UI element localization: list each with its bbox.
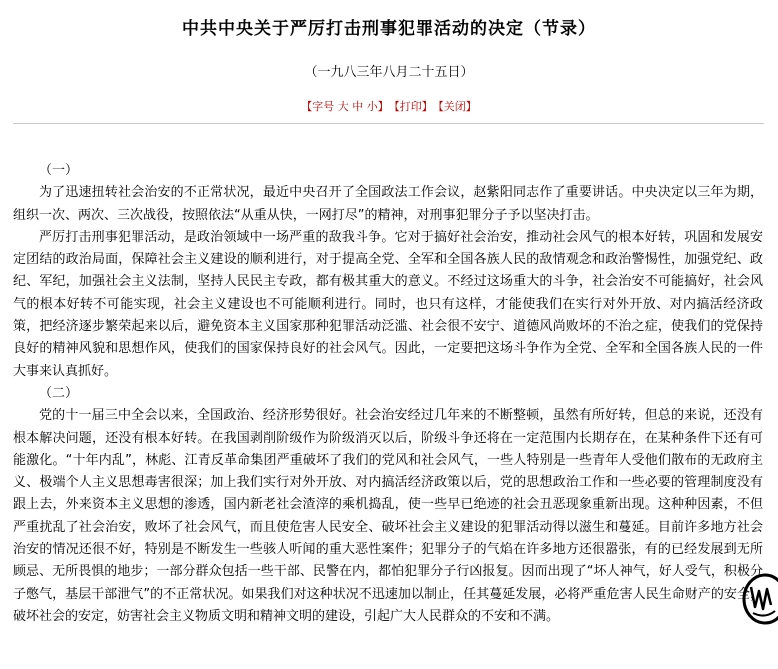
close-link[interactable]: 关闭 xyxy=(443,100,466,113)
bracket-close: 】 xyxy=(421,100,433,113)
article-body xyxy=(13,160,763,628)
font-size-medium-link[interactable]: 中 xyxy=(352,100,364,113)
paragraph: 党的十一届三中全会以来，全国政治、经济形势很好。社会治安经过几年来的不断整顿，虽然有所好转，但总的来说，还没有根本解决问题，还没有根本好转。在我国剥削阶级作为阶级消灭以后，阶级斗争还将在一定范围内长期存在，在某种条件下还有可能激化。“十年内乱”，林彪、江青反革命集团严重破坏了我们的党风和社会风气，一些人特别是一些青年人受他们散布的无政府主义、极端个人主义思想毒害很深；加上我们实行对外开放、对内搞活经济政策以后，党的思想政治工作和一些必要的管理制度没有跟上去，外来资本主义思想的渗透，国内新老社会渣滓的乘机捣乱，使一些早已绝迹的社会丑恶现象重新出现。这种种因素，不但严重扰乱了社会治安，败坏了社会风气，而且使危害人民安全、破坏社会主义建设的犯罪活动得以滋生和蔓延。目前许多地方社会治安的情况还很不好，特别是不断发生一些骇人听闻的重大恶性案件；犯罪分子的气焰在许多地方还很嚣张，有的已经发展到无所顾忌、无所畏惧的地步；一部分群众包括一些干部、民警在内，都怕犯罪分子行凶报复。因而出现了“坏人神气，好人受气，积极分子憋气，基层干部泄气”的不正常状况。如果我们对这种状况不迅速加以制止，任其蔓延发展，必将严重危害人民生命财产的安全，破坏社会的安定，妨害社会主义物质文明和精神文明的建设，引起广大人民群众的不安和不满。 xyxy=(13,408,763,624)
print-link[interactable]: 打印 xyxy=(399,100,422,113)
bracket-close: 】 xyxy=(465,100,477,113)
page-title: 中共中央关于严厉打击刑事犯罪活动的决定（节录） xyxy=(182,19,596,39)
paragraph: 为了迅速扭转社会治安的不正常状况，最近中央召开了全国政法工作会议，赵紫阳同志作了重要讲话。中央决定以三年为期，组织一次、两次、三次战役，按照依法“从重从快，一网打尽”的精神，对刑事犯罪分子予以坚决打击。 xyxy=(13,185,763,223)
bracket-open: 【 xyxy=(301,100,313,113)
font-size-label: 字号 xyxy=(312,100,335,113)
section-heading: （一） xyxy=(39,163,79,178)
section-heading: （二） xyxy=(39,385,79,401)
font-size-large-link[interactable]: 大 xyxy=(337,100,349,113)
bracket-open: 【 xyxy=(388,100,400,113)
divider xyxy=(13,123,764,124)
toolbar xyxy=(0,98,778,114)
paragraph: 严厉打击刑事犯罪活动，是政治领域中一场严重的敌我斗争。它对于搞好社会治安，推动社会风气的根本好转，巩固和发展安定团结的政治局面，保障社会主义建设的顺利进行，对于提高全党、全军和全国各族人民的敌情观念和政治警惕性，加强党纪、政纪、军纪，加强社会主义法制，坚持人民民主专政，都有极其重大的意义。不经过这场重大的斗争，社会治安不可能搞好，社会风气的根本好转不可能实现，社会主义建设也不可能顺利进行。同时，也只有这样，才能使我们在实行对外开放、对内搞活经济政策，把经济逐步繁荣起来以后，避免资本主义国家那种犯罪活动泛滥、社会很不安宁、道德风尚败坏的不治之症，使我们的党保持良好的精神风貌和思想作风，使我们的国家保持良好的社会风气。因此，一定要把这场斗争作为全党、全军和全国各族人民的一件大事来认真抓好。 xyxy=(13,229,763,379)
bracket-close: 】 xyxy=(377,100,389,113)
document-date: （一九八三年八月二十五日） xyxy=(304,65,474,80)
bracket-open: 【 xyxy=(432,100,444,113)
font-size-small-link[interactable]: 小 xyxy=(366,100,378,113)
seal-stamp-icon xyxy=(741,573,777,625)
